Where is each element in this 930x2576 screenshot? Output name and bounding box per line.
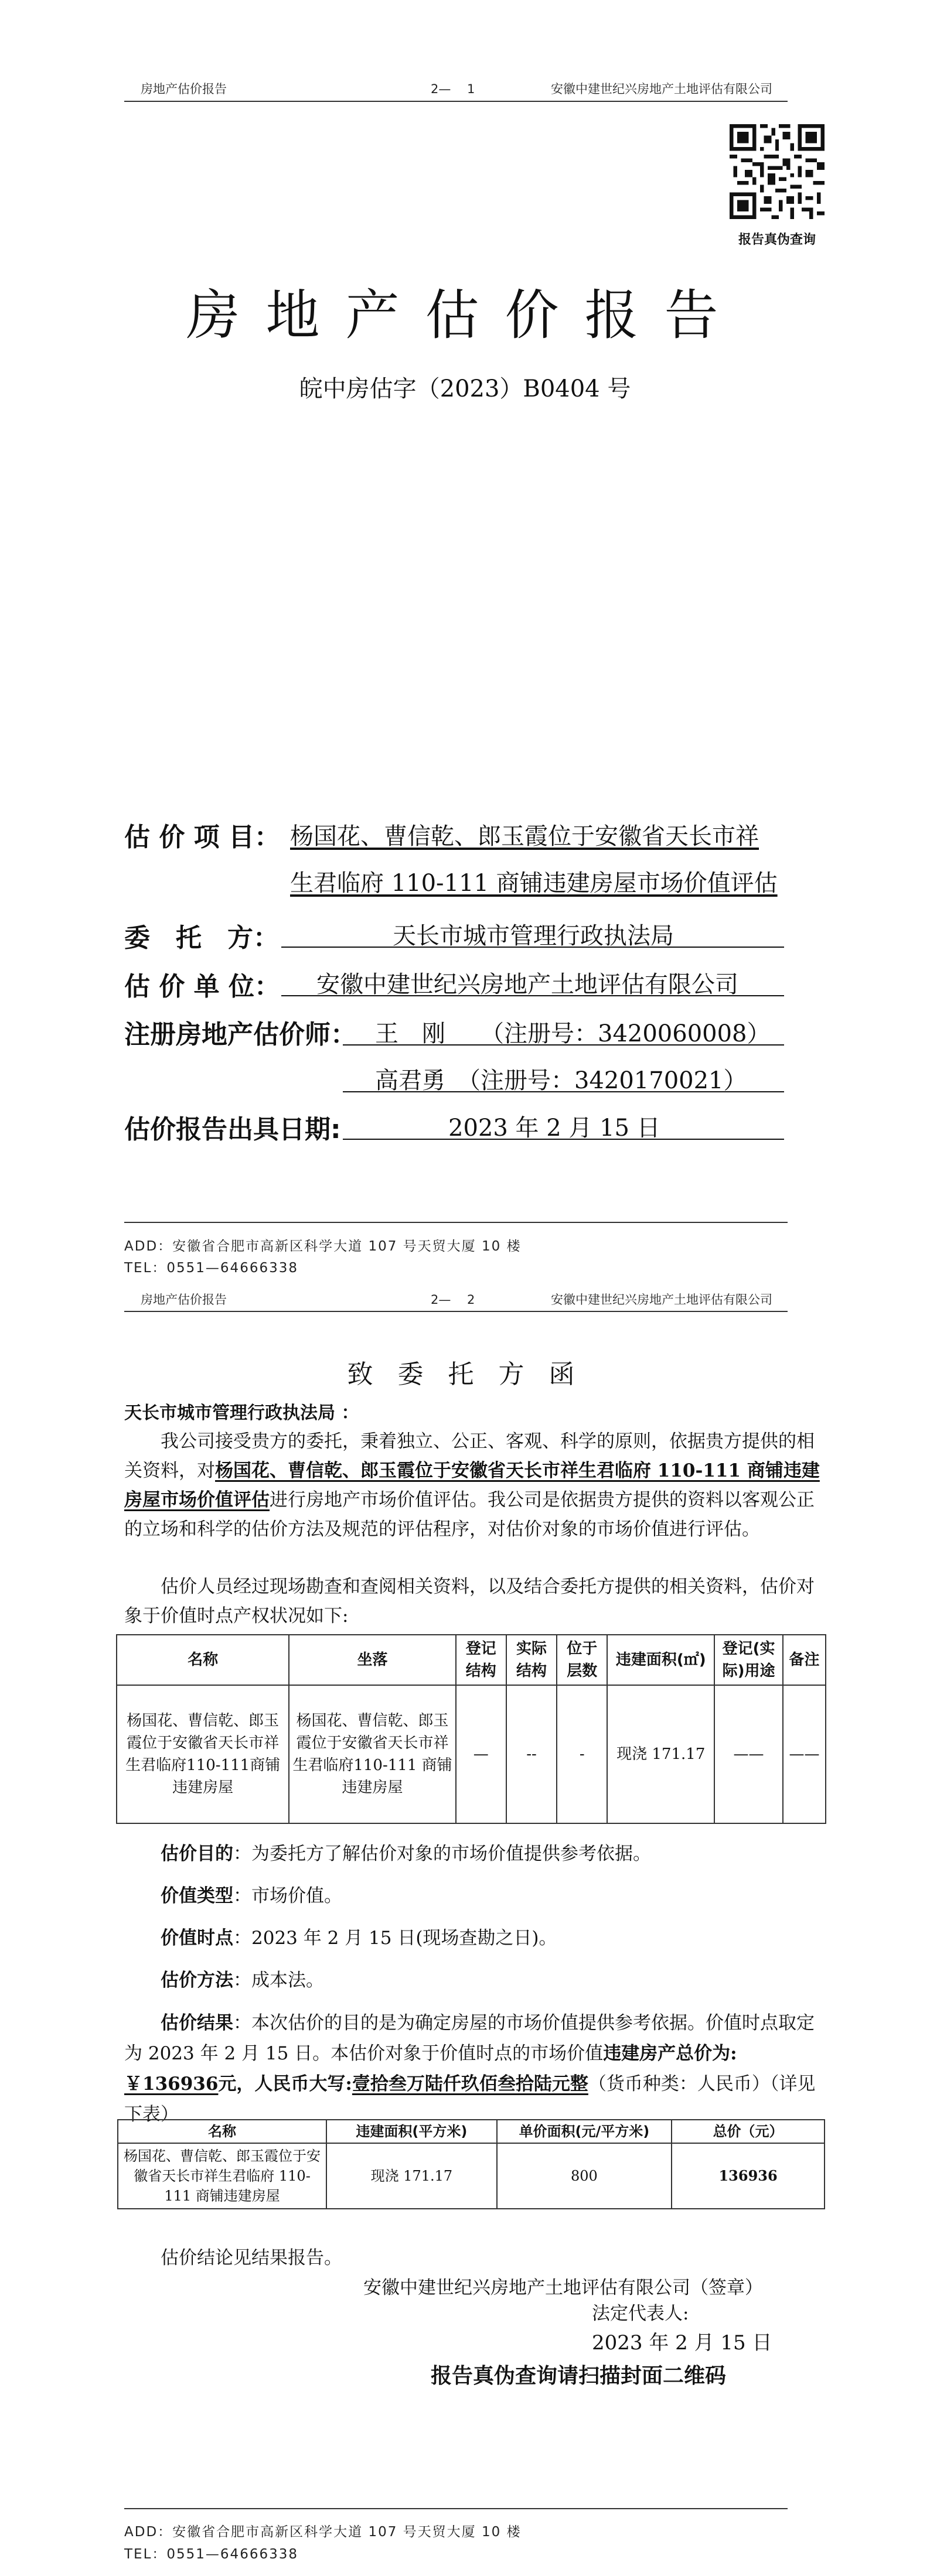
paragraph-1-intro: 我公司接受贵方的委托，秉着独立、公正、客观、科学的原则，依据贵方提供的相关资料，对 [124,1431,815,1481]
appraiser-label: 注册房地产估价师： [124,1020,356,1050]
result-total-amount: ￥136936 [124,2073,219,2095]
qr-code-icon [730,124,825,219]
table-row [118,2143,825,2209]
result-currency-note: （货币种类：人民币）（详见下表） [124,2073,816,2125]
report-date-underline [343,1139,784,1140]
table-cell-reg-structure: — [456,1685,506,1823]
page2-header-title: 房地产估价报告 [141,1293,227,1307]
valuation-result [124,2008,822,2130]
unit-underline [281,995,784,996]
letter-paragraph-2: 估价人员经过现场勘查和查阅相关资料，以及结合委托方提供的相关资料，估价对象于价值时点产权状况如下: [124,1576,815,1627]
client-underline [281,947,784,948]
value-type-value: ：市场价值。 [233,1885,342,1907]
page2-header-page: 2— 2 [431,1293,475,1307]
qr-caption: 报告真伪查询 [738,233,816,247]
method-label: 估价方法 [161,1970,233,1991]
letter-title: 致 委 托 方 函 [347,1359,583,1389]
table-cell-area: 现浇 171.17 [326,2143,497,2209]
project-value-line1: 杨国花、曹信乾、郎玉霞位于安徽省天长市祥 [290,823,759,850]
project-value-line2: 生君临府 110-111 商铺违建房屋市场价值评估 [290,870,778,897]
valuation-purpose [124,1839,822,1868]
page1-header-company: 安徽中建世纪兴房地产土地评估有限公司 [551,82,772,96]
table-cell-floors: - [557,1685,607,1823]
page2-header-company: 安徽中建世纪兴房地产土地评估有限公司 [551,1293,772,1307]
report-title: 房地产估价报告 [186,284,744,347]
property-status-table [116,1634,826,1824]
value-point [124,1924,822,1953]
table-header-cell: 总价（元） [672,2120,825,2143]
page1-footer-address: ADD：安徽省合肥市高新区科学大道 107 号天贸大厦 10 楼 [124,1239,522,1254]
unit-label: 估 价 单 位： [124,972,280,1002]
purpose-label: 估价目的 [161,1843,233,1864]
result-total-label: 违建房产总价为: [603,2043,737,2064]
table-cell-actual-structure: -- [506,1685,557,1823]
page1-header-page: 2— 1 [431,82,475,96]
page2-footer-rule [124,2508,788,2509]
table-header-cell: 名称 [117,1635,289,1685]
table-cell-name: 杨国花、曹信乾、郎玉霞位于安徽省天长市祥生君临府 110-111 商铺违建房屋 [118,2143,326,2209]
appraiser-2-underline [343,1091,784,1092]
table-cell-name: 杨国花、曹信乾、郎玉霞位于安徽省天长市祥生君临府110-111商铺违建房屋 [117,1685,289,1823]
table-cell-unit-price: 800 [497,2143,672,2209]
page1-header-title: 房地产估价报告 [141,82,227,96]
report-date-value: 2023 年 2 月 15 日 [448,1115,660,1142]
page1-footer-rule [124,1222,788,1223]
report-number: 皖中房估字（2023）B0404 号 [299,375,631,402]
signature-representative: 法定代表人: [592,2303,689,2324]
purpose-value: ：为委托方了解估价对象的市场价值提供参考依据。 [233,1843,651,1864]
letter-paragraph-1 [124,1427,822,1544]
signature-date: 2023 年 2 月 15 日 [592,2331,772,2355]
method-value: ：成本法。 [233,1970,324,1991]
result-rmb-label: 元，人民币大写: [218,2073,352,2095]
letter-addressee: 天长市城市管理行政执法局 ： [124,1403,359,1423]
page1-footer-tel: TEL：0551—64666338 [124,1260,298,1276]
table-cell-total: 136936 [672,2143,825,2209]
result-text: ：本次估价的目的是为确定房屋的市场价值提供参考依据。价值时点取定为 2023 年 2 月 15 日。本估价对象于价值时点的市场价值 [124,2013,815,2064]
valuation-method [124,1966,822,1995]
table-row [117,1685,826,1823]
table-header-cell: 实际结构 [506,1635,557,1685]
page2-footer-tel: TEL：0551—64666338 [124,2547,298,2562]
table-header-row [117,1635,826,1685]
value-point-value: ：2023 年 2 月 15 日(现场查勘之日)。 [233,1928,557,1949]
appraiser-1: 王 刚 （注册号：3420060008） [375,1020,771,1047]
appraiser-1-underline [343,1044,784,1046]
valuation-result-table [117,2119,825,2209]
unit-value: 安徽中建世纪兴房地产土地评估有限公司 [316,971,738,998]
table-header-cell: 名称 [118,2120,326,2143]
paragraph-1-rest: 进行房地产市场价值评估。我公司是依据贵方提供的资料以客观公正的立场和科学的估价方法及规范的评估程序，对估价对象的市场价值进行评估。 [124,1489,815,1540]
table-header-cell: 单价面积(元/平方米) [497,2120,672,2143]
table-header-cell: 违建面积(㎡) [607,1635,714,1685]
value-type-label: 价值类型 [161,1885,233,1907]
value-type [124,1881,822,1911]
report-date-label: 估价报告出具日期: [124,1115,341,1144]
qr-verification-note: 报告真伪查询请扫描封面二维码 [431,2364,727,2388]
page2-footer-address: ADD：安徽省合肥市高新区科学大道 107 号天贸大厦 10 楼 [124,2524,522,2540]
client-label: 委 托 方： [124,923,279,953]
table-cell-use: —— [714,1685,783,1823]
value-point-label: 价值时点 [161,1928,233,1949]
paragraph-1-project: 杨国花、曹信乾、郎玉霞位于安徽省天长市祥生君临府 110-111 商铺违建房屋市场价值评估 [124,1460,820,1511]
table-header-cell: 备注 [783,1635,826,1685]
project-label: 估 价 项 目： [124,822,280,852]
result-amount-words: 壹拾叁万陆仟玖佰叁拾陆元整 [352,2073,588,2095]
conclusion-note: 估价结论见结果报告。 [161,2247,342,2268]
table-header-cell: 坐落 [289,1635,455,1685]
table-header-cell: 位于层数 [557,1635,607,1685]
table-cell-area: 现浇 171.17 [607,1685,714,1823]
table-cell-remark: —— [783,1685,826,1823]
table-header-cell: 登记(实际)用途 [714,1635,783,1685]
page2-header-rule [124,1311,788,1312]
appraiser-2: 高君勇 （注册号：3420170021） [375,1067,747,1094]
table-header-cell: 登记结构 [456,1635,506,1685]
table-cell-location: 杨国花、曹信乾、郎玉霞位于安徽省天长市祥生君临府110-111 商铺违建房屋 [289,1685,455,1823]
result-label: 估价结果 [161,2013,233,2034]
client-value: 天长市城市管理行政执法局 [393,923,674,949]
page1-header-rule [124,101,788,102]
table-header-cell: 违建面积(平方米) [326,2120,497,2143]
table-header-row [118,2120,825,2143]
signature-company: 安徽中建世纪兴房地产土地评估有限公司（签章） [363,2277,763,2298]
